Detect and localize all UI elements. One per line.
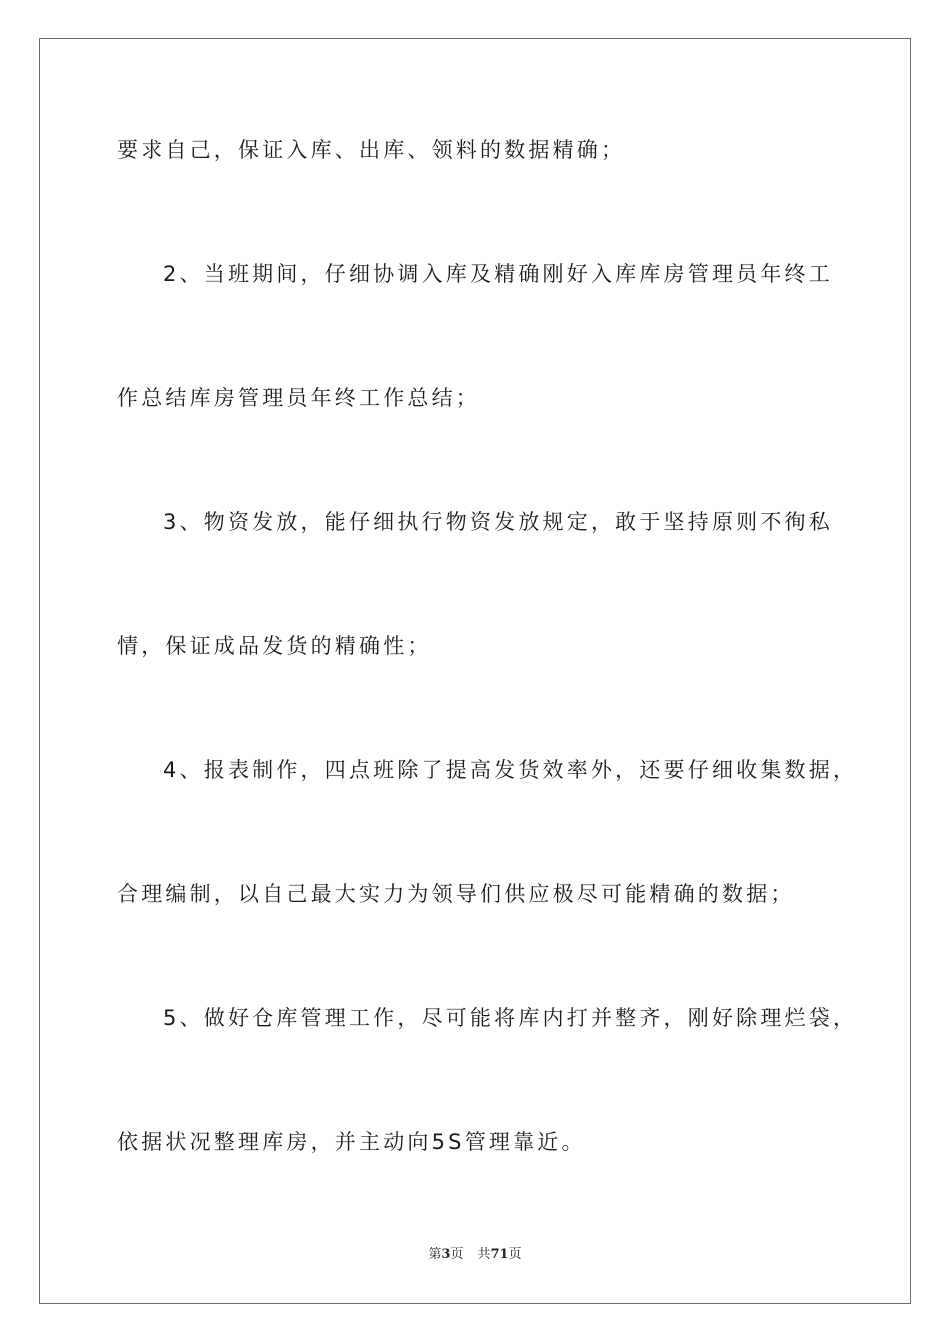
text-line-1: 要求自己，保证入库、出库、领料的数据精确；	[117, 138, 626, 162]
text-line-7: 合理编制，以自己最大实力为领导们供应极尽可能精确的数据；	[117, 882, 795, 906]
page-prefix: 第	[428, 1247, 442, 1262]
text-line-2: 2、当班期间，仔细协调入库及精确刚好入库库房管理员年终工	[163, 262, 833, 286]
text-line-5: 情，保证成品发货的精确性；	[117, 634, 432, 658]
page-footer	[0, 1246, 950, 1264]
total-prefix: 共	[477, 1247, 491, 1262]
total-pages: 71	[490, 1247, 509, 1262]
text-line-3: 作总结库房管理员年终工作总结；	[117, 386, 480, 410]
text-line-9: 依据状况整理库房，并主动向5S管理靠近。	[117, 1130, 586, 1154]
page-border	[39, 38, 911, 1304]
text-line-8: 5、做好仓库管理工作，尽可能将库内打并整齐，刚好除理烂袋，	[163, 1006, 858, 1030]
total-suffix: 页	[508, 1247, 522, 1262]
page-suffix: 页	[450, 1247, 464, 1262]
text-line-4: 3、物资发放，能仔细执行物资发放规定，敢于坚持原则不徇私	[163, 510, 833, 534]
page-number: 3	[441, 1247, 451, 1262]
text-line-6: 4、报表制作，四点班除了提高发货效率外，还要仔细收集数据，	[163, 758, 858, 782]
